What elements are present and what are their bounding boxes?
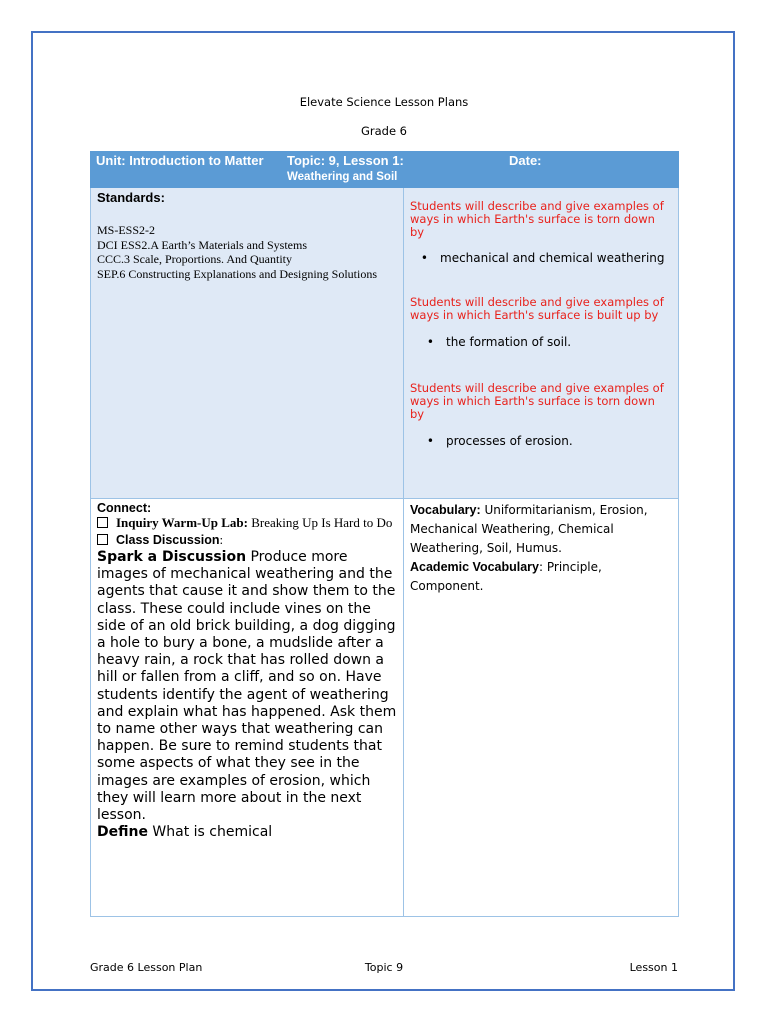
topic-subtitle: Weathering and Soil	[287, 171, 398, 183]
academic-vocabulary-text: Academic Vocabulary: Principle, Component.	[410, 560, 602, 593]
objective-bullet: • the formation of soil.	[410, 335, 672, 350]
standards-cell	[91, 188, 404, 498]
class-discussion-item: Class Discussion:	[97, 531, 397, 549]
spark-label: Spark a Discussion	[97, 549, 247, 565]
lab-label: Inquiry Warm-Up Lab:	[116, 515, 248, 530]
footer-left: Grade 6 Lesson Plan	[90, 961, 203, 974]
standard-line: SEP.6 Constructing Explanations and Designing Solutions	[97, 266, 378, 281]
objective-bullet: • processes of erosion.	[410, 434, 672, 449]
objective-bullet: • mechanical and chemical weathering	[410, 251, 672, 266]
objectives-cell	[404, 188, 678, 498]
topic-label: Topic: 9, Lesson 1:	[287, 153, 404, 168]
topic-cell	[287, 151, 483, 188]
footer-center: Topic 9	[364, 961, 404, 974]
connect-cell	[91, 499, 404, 916]
objective-text: Students will describe and give examples of ways in which Earth's surface is torn down by	[410, 199, 664, 239]
vocabulary-text: Vocabulary: Uniformitarianism, Erosion, Mechanical Weathering, Chemical Weathering, Soil, Humus.	[410, 503, 648, 555]
discussion-label: Class Discussion	[116, 533, 220, 547]
standards-title: Standards:	[97, 190, 165, 205]
document-title: Elevate Science Lesson Plans	[299, 95, 469, 109]
standard-line: CCC.3 Scale, Proportions. And Quantity	[97, 252, 292, 266]
unit-header-row	[90, 151, 679, 188]
lab-text: Breaking Up Is Hard to Do	[247, 515, 393, 530]
standard-line: MS-ESS2-2	[97, 223, 156, 237]
academic-vocabulary-label: Academic Vocabulary	[410, 560, 539, 574]
connect-title: Connect:	[97, 501, 152, 515]
grade-label: Grade 6	[360, 124, 408, 138]
objective-text: Students will describe and give examples of ways in which Earth's surface is torn down by	[410, 381, 664, 421]
spark-discussion-text: Spark a Discussion Produce more images of mechanical weathering and the agents that cause it and show them to the class. These could include vines on the side of an old brick building, a dog digging a hole to bury a bone, a mudslide after a heavy rain, a rock that has rolled down a hill or fallen from a cliff, and so on. Have students identify the agent of weathering and explain what has happened. Ask them to name other ways that weathering can happen. Be sure to remind students that some aspects of what they see in the images are examples of erosion, which they will learn more about in the next lesson.	[97, 549, 397, 824]
vocabulary-label: Vocabulary:	[410, 503, 481, 517]
checkbox[interactable]	[97, 534, 108, 545]
define-label: Define	[97, 824, 148, 841]
vocabulary-cell	[404, 499, 678, 916]
lesson-plan-table	[90, 151, 679, 917]
checkbox[interactable]	[97, 517, 108, 528]
bullet-icon: •	[420, 251, 428, 265]
define-text: Define What is chemical	[97, 824, 273, 841]
standards-row	[90, 188, 679, 499]
unit-cell: Unit: Introduction to Matter	[96, 153, 264, 168]
date-cell: Date:	[509, 153, 542, 168]
standard-line: DCI ESS2.A Earth’s Materials and Systems	[97, 237, 307, 252]
bullet-icon: •	[426, 335, 434, 349]
objective-text: Students will describe and give examples of ways in which Earth's surface is built up by	[410, 295, 664, 322]
activity-row	[90, 499, 679, 917]
footer-right: Lesson 1	[629, 961, 678, 974]
warm-up-lab-item	[97, 515, 397, 531]
bullet-icon: •	[426, 434, 434, 448]
